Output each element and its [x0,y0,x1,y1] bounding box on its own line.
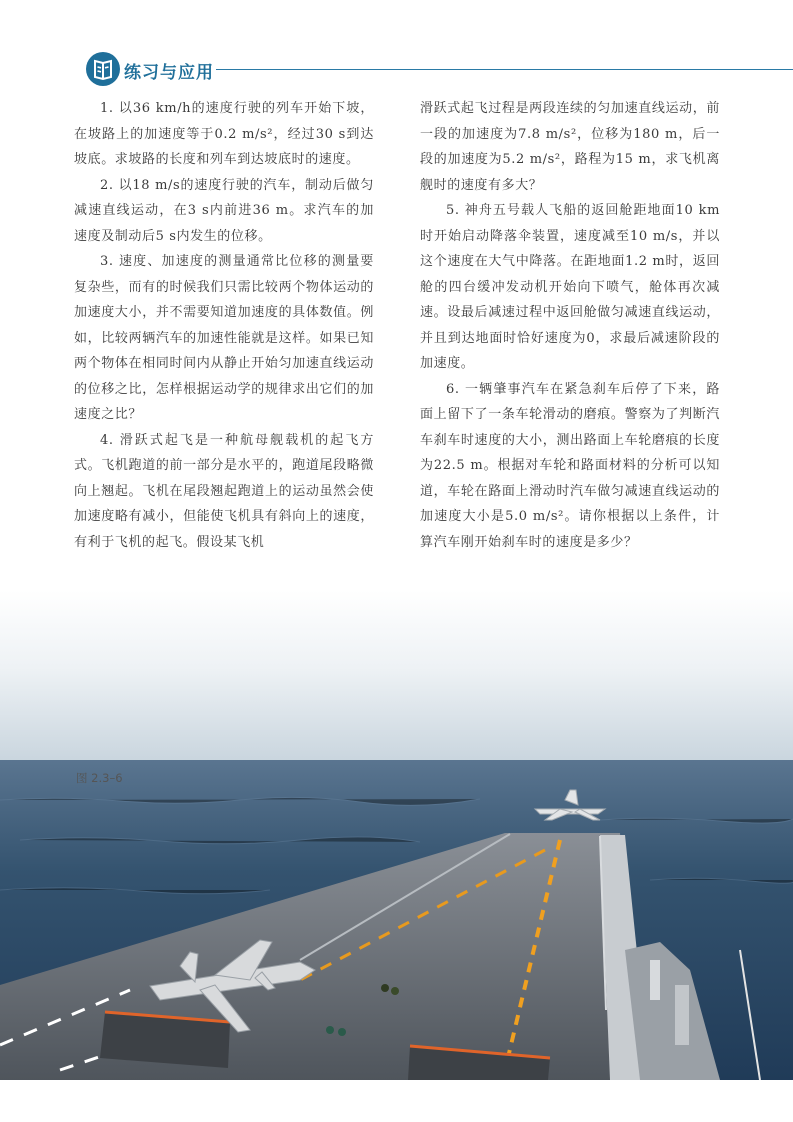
header-divider [216,69,793,70]
exercise-4-part1: 4. 滑跃式起飞是一种航母舰载机的起飞方式。飞机跑道的前一部分是水平的，跑道尾段略微向上翘起。飞机在尾段翘起跑道上的运动虽然会使加速度略有减小，但能使飞机具有斜向上的速度，有利于飞机的起飞。假设某飞机 [74,432,374,550]
exercise-2: 2. 以18 m/s的速度行驶的汽车，制动后做匀减速直线运动，在3 s内前进36 m。求汽车的加速度及制动后5 s内发生的位移。 [74,177,374,244]
figure-caption: 图 2.3–6 [76,771,123,785]
exercise-book-icon [86,52,120,86]
exercise-3: 3. 速度、加速度的测量通常比位移的测量要复杂些，而有的时候我们只需比较两个物体运动的加速度大小，并不需要知道加速度的具体数值。例如，比较两辆汽车的加速性能就是这样。如果已知两个物体在相同时间内从静止开始匀加速直线运动的位移之比，怎样根据运动学的规律求出它们的加速度之比？ [74,254,374,422]
section-header [86,52,793,88]
right-column [420,96,720,555]
left-column [74,96,374,555]
exercise-5: 5. 神舟五号载人飞船的返回舱距地面10 km时开始启动降落伞装置，速度减至10 m/s，并以这个速度在大气中降落。在距地面1.2 m时，返回舱的四台缓冲发动机开始向下喷气，舱体再次减速。设最后减速过程中返回舱做匀减速直线运动，并且到达地面时恰好速度为0，求最后减速阶段的加速度。 [420,203,720,371]
exercise-4-part2: 滑跃式起飞过程是两段连续的匀加速直线运动，前一段的加速度为7.8 m/s²，位移为180 m，后一段的加速度为5.2 m/s²，路程为15 m，求飞机离舰时的速度有多大？ [420,101,720,193]
exercise-1: 1. 以36 km/h的速度行驶的列车开始下坡，在坡路上的加速度等于0.2 m/s²，经过30 s到达坡底。求坡路的长度和列车到达坡底时的速度。 [74,101,374,167]
section-title: 练习与应用 [124,63,214,83]
exercise-6: 6. 一辆肇事汽车在紧急刹车后停了下来，路面上留下了一条车轮滑动的磨痕。警察为了判断汽车刹车时速度的大小，测出路面上车轮磨痕的长度为22.5 m。根据对车轮和路面材料的分析可以知道，车轮在路面上滑动时汽车做匀减速直线运动的加速度大小是5.0 m/s²。请你根据以上条件，计算汽车刚开始刹车时的速度是多少？ [420,381,720,550]
aircraft-carrier-deck-photo [0,590,793,1080]
